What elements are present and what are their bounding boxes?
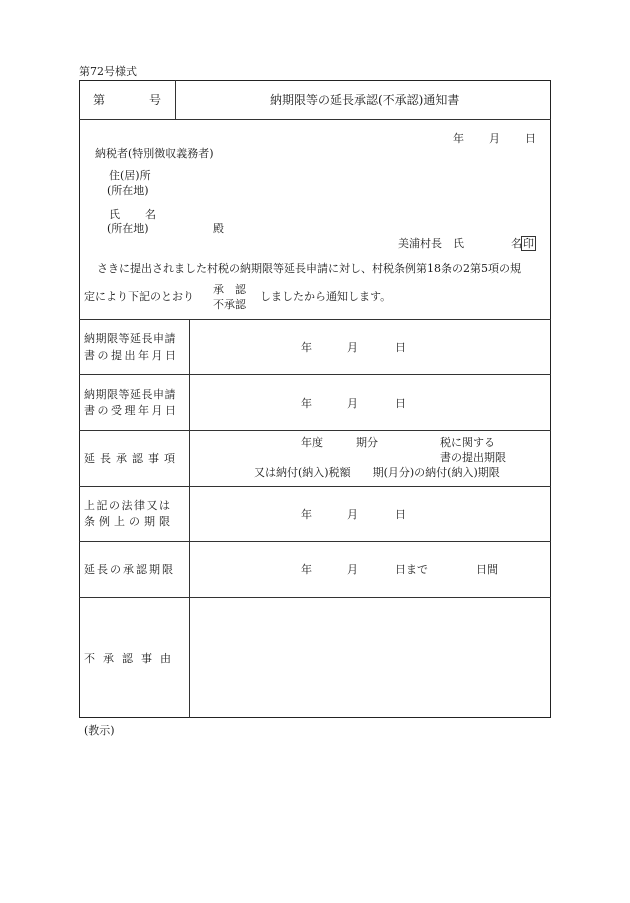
honorific: 殿 [213,222,224,235]
date-month: 月 [489,132,500,145]
taxpayer-label: 納税者(特別徴収義務者) [95,147,214,160]
body-text-1: さきに提出されました村税の納期限等延長申請に対し、村税条例第18条の2第5項の規 [97,262,521,275]
row3-deadline: 書の提出期限 [440,451,506,464]
row6-label: 不承認事由 [84,652,179,665]
number-label-left: 第 [93,93,106,107]
row2-year: 年 [301,397,312,410]
row1-month: 月 [347,341,358,354]
row4-month: 月 [347,508,358,521]
row2-day: 日 [395,397,406,410]
row2-month: 月 [347,397,358,410]
approve-option: 承 認 [213,283,246,296]
body-text-2: 定により下記のとおり [84,290,194,303]
name-label-2: 名 [145,208,156,221]
row3-label: 延長承認事項 [84,452,180,465]
rule-row2 [79,430,551,431]
location-label-1: (所在地) [107,184,149,197]
row5-days: 日間 [476,563,498,576]
rule-row5 [79,597,551,598]
rule-row1 [79,374,551,375]
row1-day: 日 [395,341,406,354]
row2-label-1: 納期限等延長申請 [84,388,176,401]
form-number: 第72号様式 [79,65,137,78]
rule-header [79,119,551,120]
row3-payment: 又は納付(納入)税額 期(月分)の納付(納入)期限 [254,466,500,479]
row1-label-2: 書の提出年月日 [84,349,179,362]
row5-label: 延長の承認期限 [84,563,175,576]
row4-label-1: 上記の法律又は [84,499,172,512]
body-text-3: しましたから通知します。 [260,290,392,303]
row1-label-1: 納期限等延長申請 [84,332,176,345]
date-year: 年 [453,132,464,145]
form-title: 納期限等の延長承認(不承認)通知書 [270,93,460,107]
name-label-1: 氏 [109,208,120,221]
issuer-name-label: 名 [511,237,522,250]
location-label-2: (所在地) [107,222,149,235]
disapprove-option: 不承認 [213,298,246,311]
row3-tax-regarding: 税に関する [440,436,495,449]
seal-box: 印 [523,237,534,250]
row2-label-2: 書の受理年月日 [84,404,179,417]
rule-intro [79,319,551,320]
row3-period: 期分 [356,436,378,449]
row4-label-2: 条例上の期限 [84,515,174,528]
row1-year: 年 [301,341,312,354]
row3-fiscal-year: 年度 [301,436,323,449]
address-label: 住(居)所 [109,169,151,182]
date-day: 日 [525,132,536,145]
note-label: (教示) [84,724,115,737]
rule-row3 [79,486,551,487]
issuer: 美浦村長 氏 [398,237,464,250]
row5-until: 日まで [395,563,428,576]
rule-row4 [79,541,551,542]
row4-day: 日 [395,508,406,521]
number-label-right: 号 [149,93,162,107]
row5-year: 年 [301,563,312,576]
row4-year: 年 [301,508,312,521]
row5-month: 月 [347,563,358,576]
rule-label-column [189,319,190,718]
rule-header-divider [175,80,176,119]
